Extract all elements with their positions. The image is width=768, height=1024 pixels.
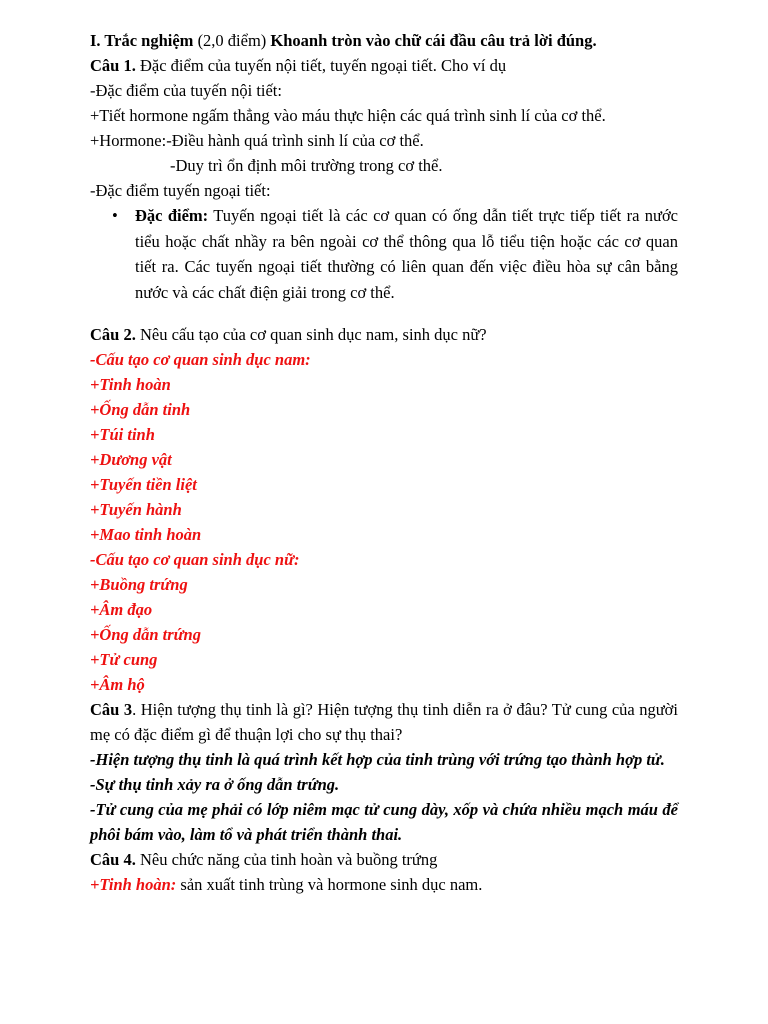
section-roman: I. Trắc nghiệm <box>90 31 194 50</box>
bullet-body: Tuyến ngoại tiết là các cơ quan có ống dẫn tiết trực tiếp tiết ra nước tiểu hoặc chất nhầy ra bên ngoài cơ thể thông qua lỗ tiểu tiện hoặc các cơ quan tiết ra. Các tuyến ngoại tiết thường có liên quan đến việc điều hòa sự cân bằng nước và các chất điện giải trong cơ thể. <box>135 206 678 302</box>
section-points: (2,0 điểm) <box>197 31 267 50</box>
question-3-label: Câu 3 <box>90 700 133 719</box>
q4-answer <box>90 872 678 897</box>
male-item: +Dương vật <box>90 450 172 469</box>
spacer <box>90 305 678 322</box>
bullet-item <box>90 203 678 305</box>
document-page <box>90 28 678 897</box>
question-2-label: Câu 2. <box>90 325 136 344</box>
q1-line: -Duy trì ổn định môi trường trong cơ thể. <box>170 156 443 175</box>
section-instruction: Khoanh tròn vào chữ cái đầu câu trả lời đúng. <box>270 31 597 50</box>
question-4-label: Câu 4. <box>90 850 136 869</box>
q1-line: -Đặc điểm của tuyến nội tiết: <box>90 81 282 100</box>
male-item: +Túi tinh <box>90 425 155 444</box>
female-item: +Buồng trứng <box>90 575 188 594</box>
q1-line: +Tiết hormone ngấm thẳng vào máu thực hiện các quá trình sinh lí của cơ thể. <box>90 106 606 125</box>
question-1-text: Đặc điểm của tuyến nội tiết, tuyến ngoại tiết. Cho ví dụ <box>139 56 507 75</box>
q3-answer: -Hiện tượng thụ tinh là quá trình kết hợp của tinh trùng với trứng tạo thành hợp tử. <box>90 750 665 769</box>
q3-answer: -Tử cung của mẹ phải có lớp niêm mạc tử cung dày, xốp và chứa nhiều mạch máu để phôi bám vào, làm tổ và phát triển thành thai. <box>90 800 678 844</box>
q4-answer-label: +Tinh hoàn: <box>90 875 177 894</box>
female-item: +Âm hộ <box>90 675 145 694</box>
male-item: +Tuyến hành <box>90 500 182 519</box>
question-2 <box>90 322 678 347</box>
question-3 <box>90 697 678 747</box>
male-item: +Tuyến tiền liệt <box>90 475 197 494</box>
question-4 <box>90 847 678 872</box>
female-item: +Âm đạo <box>90 600 153 619</box>
q3-answer: -Sự thụ tinh xảy ra ở ống dẫn trứng. <box>90 775 340 794</box>
bullet-text <box>135 203 678 305</box>
q1-line: -Đặc điểm tuyến ngoại tiết: <box>90 181 271 200</box>
q4-answer-text: sản xuất tinh trùng và hormone sinh dục nam. <box>180 875 483 894</box>
female-item: +Tử cung <box>90 650 158 669</box>
question-4-text: Nêu chức năng của tinh hoàn và buồng trứng <box>139 850 438 869</box>
question-1-label: Câu 1. <box>90 56 136 75</box>
male-item: +Tinh hoàn <box>90 375 171 394</box>
male-item: +Ống dẫn tinh <box>90 400 191 419</box>
bullet-label: Đặc điểm: <box>135 206 209 225</box>
question-1 <box>90 53 678 78</box>
question-3-text: . Hiện tượng thụ tinh là gì? Hiện tượng thụ tinh diễn ra ở đâu? Tử cung của người mẹ có đặc điểm gì để thuận lợi cho sự thụ thai? <box>90 700 678 744</box>
bullet-dot-icon: • <box>112 206 118 225</box>
question-2-text: Nêu cấu tạo của cơ quan sinh dục nam, sinh dục nữ? <box>139 325 487 344</box>
male-item: +Mao tinh hoàn <box>90 525 202 544</box>
q1-line: +Hormone:-Điều hành quá trình sinh lí của cơ thể. <box>90 131 424 150</box>
section-header <box>90 28 678 53</box>
male-heading: -Cấu tạo cơ quan sinh dục nam: <box>90 350 311 369</box>
female-heading: -Cấu tạo cơ quan sinh dục nữ: <box>90 550 300 569</box>
female-item: +Ống dẫn trứng <box>90 625 201 644</box>
